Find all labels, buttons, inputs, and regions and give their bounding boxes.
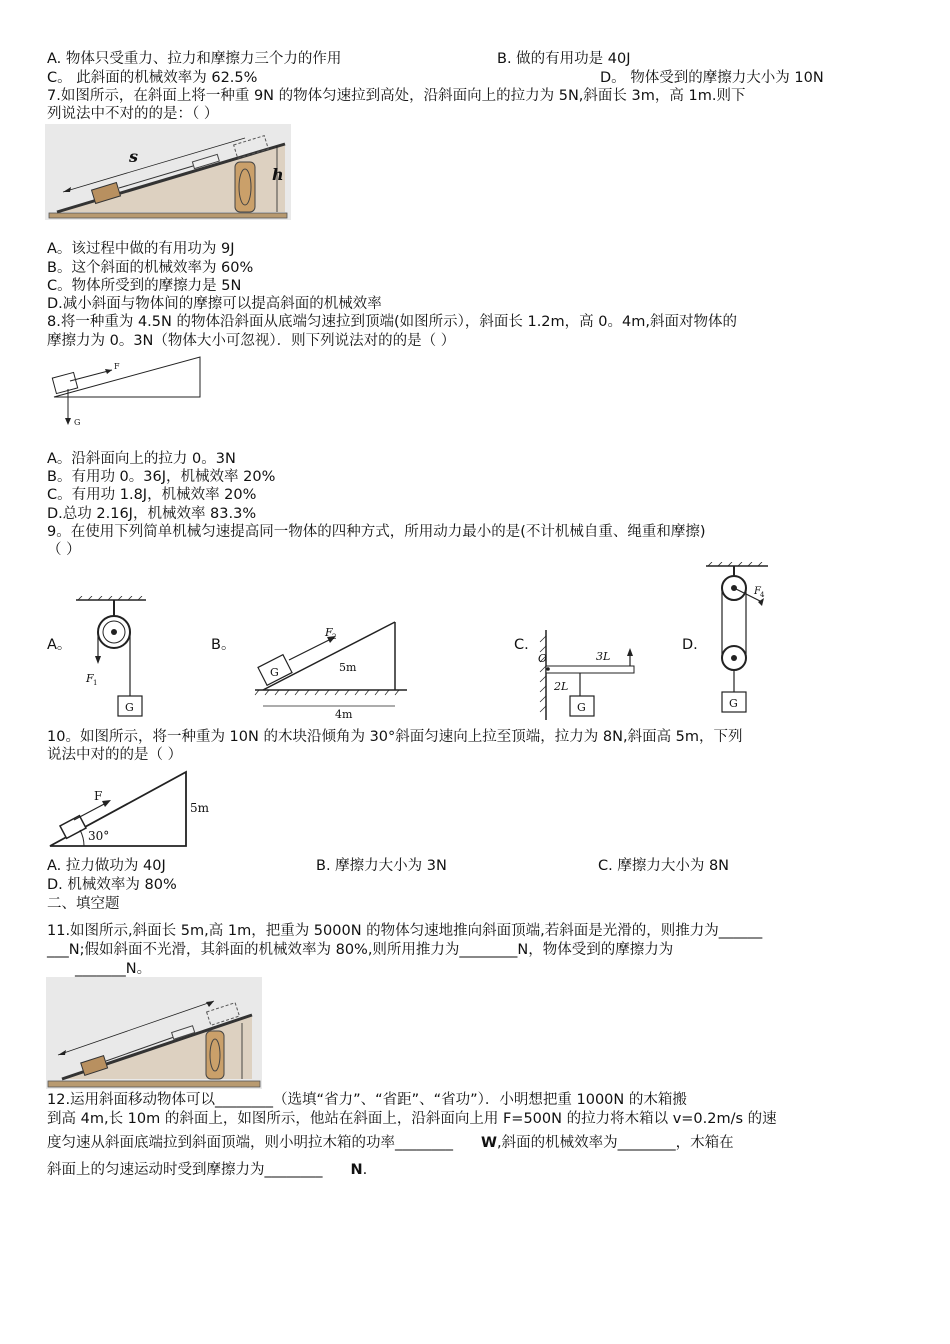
q8-stem: 8.将一种重为 4.5N 的物体沿斜面从底端匀速拉到顶端(如图所示），斜面长 1.2m，高 0。4m,斜面对物体的 (47, 314, 737, 330)
q10-stem: 10。如图所示，将一种重为 10N 的木块沿倾角为 30°斜面匀速向上拉至顶端，拉力为 8N,斜面高 5m，下列 (47, 729, 743, 745)
q7-stem-cont: 列说法中不对的的是：（ ） (47, 106, 219, 122)
q9-stem: 9。在使用下列简单机械匀速提高同一物体的四种方式，所用动力最小的是(不计机械自重、绳重和摩擦) (47, 524, 706, 540)
q12-line4 (47, 1161, 367, 1179)
q10-fig-h: 5m (190, 801, 210, 815)
q7-fig-h: h (272, 165, 284, 184)
q7-option-b: B。这个斜面的机械效率为 60% (47, 260, 254, 276)
q11-line2: ___N;假如斜面不光滑，其斜面的机械效率为 80%,则所用推力为________N，物体受到的摩擦力为 (47, 942, 674, 958)
q10-option-b: B. 摩擦力大小为 3N (316, 858, 447, 874)
q7-option-d: D.减小斜面与物体间的摩擦可以提高斜面的机械效率 (47, 296, 382, 312)
q8-option-d: D.总功 2.16J，机械效率 83.3% (47, 506, 257, 522)
q11-line3: _______N。 (75, 961, 152, 977)
q12-line3-text: 度匀速从斜面底端拉到斜面顶端，则小明拉木箱的功率________ (47, 1135, 453, 1151)
q9d-force: F (754, 586, 761, 597)
q10-fig-angle: 30° (88, 829, 110, 843)
q9d-force-sub: 4 (760, 591, 765, 599)
q9a-force-sub: 1 (93, 679, 98, 687)
q9a-g: G (125, 701, 134, 714)
q9b-force-sub: 2 (332, 633, 337, 641)
q10-option-c: C. 摩擦力大小为 8N (598, 858, 730, 874)
q8-option-c: C。有用功 1.8J，机械效率 20% (47, 487, 257, 503)
q8-option-b: B。有用功 0。36J，机械效率 20% (47, 469, 276, 485)
q7-option-a: A。该过程中做的有用功为 9J (47, 241, 235, 257)
option-b: B. 做的有用功是 40J (497, 51, 631, 67)
q8-incline-figure (46, 355, 206, 430)
q9c-l2: 2L (554, 680, 569, 693)
q7-option-c: C。物体所受到的摩擦力是 5N (47, 278, 242, 294)
q9-fixed-pulley-figure (74, 596, 154, 722)
q8-stem-cont: 摩擦力为 0。3N（物体大小可忽视）．则下列说法对的的是（ ） (47, 333, 456, 349)
q12-line3 (47, 1134, 734, 1152)
q9a-force: F (86, 672, 94, 685)
q10-option-d: D. 机械效率为 80% (47, 877, 177, 893)
q12-line4-end: . (362, 1162, 368, 1178)
q9-label-d: D. (682, 637, 698, 653)
q7-stem: 7.如图所示，在斜面上将一种重 9N 的物体匀速拉到高处，沿斜面向上的拉力为 5N,斜面长 3m，高 1m.则下 (47, 88, 746, 104)
q12-line4-text: 斜面上的匀速运动时受到摩擦力为________ (47, 1162, 323, 1178)
q10-option-a: A. 拉力做功为 40J (47, 858, 166, 874)
q9b-len: 5m (339, 661, 357, 674)
q12-line1: 12.运用斜面移动物体可以________（选填“省力”、“省距”、“省功”）．小明想把重 1000N 的木箱搬 (47, 1092, 687, 1108)
q8-option-a: A。沿斜面向上的拉力 0。3N (47, 451, 236, 467)
q10-incline-figure (44, 768, 210, 850)
q9-label-c: C. (514, 637, 529, 653)
q11-line1: 11.如图所示,斜面长 5m,高 1m，把重为 5000N 的物体匀速地推向斜面顶端,若斜面是光滑的，则推力为______ (47, 923, 763, 939)
q11-incline-figure (46, 977, 262, 1089)
q8-fig-g: G (74, 418, 81, 427)
q9-label-b: B。 (211, 637, 236, 653)
q9-label-a: A。 (47, 637, 72, 653)
option-a: A. 物体只受重力、拉力和摩擦力三个力的作用 (47, 51, 342, 67)
option-c: C。 此斜面的机械效率为 62.5% (47, 70, 258, 86)
q12-line3-text-b: ,斜面的机械效率为________，木箱在 (497, 1135, 734, 1151)
q9b-base: 4m (335, 708, 353, 721)
q9d-g: G (729, 697, 738, 710)
section-title: 二、填空题 (47, 896, 120, 912)
q9-incline-figure (243, 614, 421, 722)
q10-fig-f: F (94, 789, 103, 803)
q9c-l3: 3L (596, 650, 611, 663)
q9c-g: G (577, 701, 586, 714)
option-d: D。 物体受到的摩擦力大小为 10N (600, 70, 824, 86)
q9b-g: G (270, 666, 279, 679)
q9-lever-figure (532, 626, 647, 722)
q8-fig-f: F (114, 362, 120, 371)
q7-incline-figure (45, 124, 291, 220)
q10-stem-cont: 说法中对的的是（ ） (47, 747, 183, 763)
q12-unit-n: N (350, 1162, 363, 1178)
q9-pulley-system-figure (704, 562, 774, 722)
q12-unit-w: W (481, 1135, 497, 1151)
q9b-force: F (325, 626, 333, 639)
q7-fig-s: s (129, 147, 139, 166)
q12-line2: 到高 4m,长 10m 的斜面上，如图所示，他站在斜面上，沿斜面向上用 F=500N 的拉力将木箱以 v=0.2m/s 的速 (47, 1111, 777, 1127)
q9c-o: O (538, 652, 548, 665)
q9-stem-cont: （ ） (47, 542, 81, 558)
